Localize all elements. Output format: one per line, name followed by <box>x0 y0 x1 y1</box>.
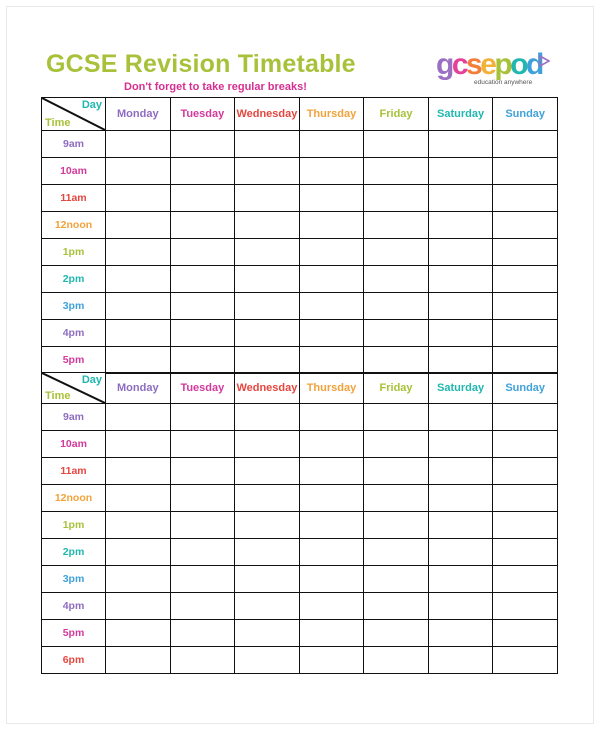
timetable-slot-cell[interactable] <box>428 266 493 293</box>
timetable-slot-cell[interactable] <box>364 239 429 266</box>
day-header-monday: Monday <box>106 373 171 404</box>
timetable-slot-cell[interactable] <box>299 620 364 647</box>
day-axis-label: Day <box>81 99 102 111</box>
logo-letter: e <box>480 48 495 81</box>
day-header-friday: Friday <box>364 98 429 131</box>
timetable-slot-cell[interactable] <box>299 185 364 212</box>
day-axis-label: Day <box>81 374 102 386</box>
timetable-slot-cell[interactable] <box>106 566 171 593</box>
timetable-slot-cell[interactable] <box>106 593 171 620</box>
timetable-slot-cell[interactable] <box>170 347 235 374</box>
day-header-wednesday: Wednesday <box>235 373 300 404</box>
timetable-slot-cell[interactable] <box>493 566 558 593</box>
timeslot-row <box>42 431 558 458</box>
time-label-cell: 9am <box>42 404 106 431</box>
timetable-slot-cell[interactable] <box>299 539 364 566</box>
timeslot-row <box>42 347 558 374</box>
timetable-slot-cell[interactable] <box>364 458 429 485</box>
timetable-slot-cell[interactable] <box>299 131 364 158</box>
timeslot-row <box>42 539 558 566</box>
timetable-slot-cell[interactable] <box>235 212 300 239</box>
logo-wordmark <box>436 48 542 82</box>
timetable-slot-cell[interactable] <box>106 620 171 647</box>
timetable-slot-cell[interactable] <box>493 158 558 185</box>
time-label-cell: 12noon <box>42 485 106 512</box>
timetable-slot-cell[interactable] <box>493 620 558 647</box>
timetable-slot-cell[interactable] <box>428 539 493 566</box>
timetable-slot-cell[interactable] <box>428 431 493 458</box>
timetable-slot-cell[interactable] <box>493 647 558 674</box>
timetable-slot-cell[interactable] <box>364 647 429 674</box>
timetable-slot-cell[interactable] <box>106 485 171 512</box>
timetable-slot-cell[interactable] <box>235 185 300 212</box>
timetable-slot-cell[interactable] <box>493 239 558 266</box>
timetable-slot-cell[interactable] <box>299 593 364 620</box>
time-label-cell: 10am <box>42 431 106 458</box>
time-label-cell: 5pm <box>42 347 106 374</box>
day-header-saturday: Saturday <box>428 373 493 404</box>
timeslot-row <box>42 512 558 539</box>
timetable-slot-cell[interactable] <box>428 212 493 239</box>
timetable-slot-cell[interactable] <box>364 347 429 374</box>
time-label-cell: 11am <box>42 185 106 212</box>
timetable-slot-cell[interactable] <box>235 593 300 620</box>
timetable-slot-cell[interactable] <box>235 131 300 158</box>
timetable-slot-cell[interactable] <box>170 458 235 485</box>
timetable-slot-cell[interactable] <box>170 266 235 293</box>
timeslot-row <box>42 485 558 512</box>
logo-letter: p <box>494 48 511 81</box>
timetable-slot-cell[interactable] <box>170 566 235 593</box>
timetable-slot-cell[interactable] <box>170 512 235 539</box>
timetable-slot-cell[interactable] <box>364 320 429 347</box>
timetable-slot-cell[interactable] <box>299 512 364 539</box>
timetable-slot-cell[interactable] <box>428 158 493 185</box>
day-time-corner-cell <box>42 98 106 131</box>
logo-letter: s <box>466 48 481 81</box>
timetable-slot-cell[interactable] <box>106 293 171 320</box>
page-subtitle: Don't forget to take regular breaks! <box>124 81 307 93</box>
timetable-slot-cell[interactable] <box>235 647 300 674</box>
day-header-thursday: Thursday <box>299 373 364 404</box>
timeslot-row <box>42 566 558 593</box>
timetable-slot-cell[interactable] <box>170 320 235 347</box>
timetable-slot-cell[interactable] <box>235 239 300 266</box>
timetable-slot-cell[interactable] <box>493 593 558 620</box>
timetable-slot-cell[interactable] <box>299 293 364 320</box>
timetable-slot-cell[interactable] <box>106 158 171 185</box>
timetable-slot-cell[interactable] <box>428 131 493 158</box>
timetable-slot-cell[interactable] <box>493 512 558 539</box>
timetable-slot-cell[interactable] <box>235 431 300 458</box>
timetable-slot-cell[interactable] <box>299 212 364 239</box>
time-label-cell: 1pm <box>42 239 106 266</box>
timetable-slot-cell[interactable] <box>170 131 235 158</box>
timetable-slot-cell[interactable] <box>106 347 171 374</box>
time-label-cell: 11am <box>42 458 106 485</box>
time-label-cell: 4pm <box>42 593 106 620</box>
timetable-slot-cell[interactable] <box>493 293 558 320</box>
timetable-slot-cell[interactable] <box>493 431 558 458</box>
timeslot-row <box>42 404 558 431</box>
timetable-slot-cell[interactable] <box>170 293 235 320</box>
timeslot-row <box>42 158 558 185</box>
day-header-sunday: Sunday <box>493 373 558 404</box>
timetable-slot-cell[interactable] <box>299 458 364 485</box>
time-label-cell: 4pm <box>42 320 106 347</box>
timetable-slot-cell[interactable] <box>170 239 235 266</box>
day-header-thursday: Thursday <box>299 98 364 131</box>
logo-letter: o <box>510 48 527 81</box>
timetable-slot-cell[interactable] <box>428 593 493 620</box>
timetable-slot-cell[interactable] <box>170 185 235 212</box>
day-time-corner-cell <box>42 373 106 404</box>
timetable-slot-cell[interactable] <box>364 185 429 212</box>
timetable-slot-cell[interactable] <box>428 647 493 674</box>
timetable-slot-cell[interactable] <box>299 320 364 347</box>
timetable-slot-cell[interactable] <box>364 539 429 566</box>
timeslot-row <box>42 185 558 212</box>
timeslot-row <box>42 266 558 293</box>
play-icon <box>538 55 550 67</box>
timetable-slot-cell[interactable] <box>299 239 364 266</box>
timetable-slot-cell[interactable] <box>364 566 429 593</box>
timetable-slot-cell[interactable] <box>106 320 171 347</box>
timetable-slot-cell[interactable] <box>364 431 429 458</box>
timetable-slot-cell[interactable] <box>235 620 300 647</box>
timetable-slot-cell[interactable] <box>428 239 493 266</box>
timetable-slot-cell[interactable] <box>364 485 429 512</box>
day-header-saturday: Saturday <box>428 98 493 131</box>
time-axis-label: Time <box>45 117 71 129</box>
timetable-slot-cell[interactable] <box>106 185 171 212</box>
timetable-slot-cell[interactable] <box>235 539 300 566</box>
timetable-slot-cell[interactable] <box>299 566 364 593</box>
timetable-slot-cell[interactable] <box>106 212 171 239</box>
timetable-slot-cell[interactable] <box>364 512 429 539</box>
timeslot-row <box>42 293 558 320</box>
timeslot-row <box>42 458 558 485</box>
timetable-slot-cell[interactable] <box>170 647 235 674</box>
timetable-slot-cell[interactable] <box>106 239 171 266</box>
timeslot-row <box>42 593 558 620</box>
day-header-friday: Friday <box>364 373 429 404</box>
logo-letter: g <box>436 48 452 81</box>
time-label-cell: 3pm <box>42 293 106 320</box>
time-label-cell: 1pm <box>42 512 106 539</box>
timetable-slot-cell[interactable] <box>428 320 493 347</box>
timetable-slot-cell[interactable] <box>428 566 493 593</box>
timetable-slot-cell[interactable] <box>428 620 493 647</box>
timetable-slot-cell[interactable] <box>493 266 558 293</box>
timetable-slot-cell[interactable] <box>106 431 171 458</box>
timetable-slot-cell[interactable] <box>364 158 429 185</box>
time-label-cell: 5pm <box>42 620 106 647</box>
time-label-cell: 12noon <box>42 212 106 239</box>
timetable-slot-cell[interactable] <box>235 158 300 185</box>
timetable-slot-cell[interactable] <box>493 185 558 212</box>
header-row <box>42 373 558 404</box>
timetable-slot-cell[interactable] <box>235 566 300 593</box>
timetable-slot-cell[interactable] <box>235 458 300 485</box>
timetable-slot-cell[interactable] <box>364 212 429 239</box>
logo-letter: c <box>451 48 467 81</box>
timetable-slot-cell[interactable] <box>106 266 171 293</box>
timetable-slot-cell[interactable] <box>299 431 364 458</box>
timetable-slot-cell[interactable] <box>428 347 493 374</box>
day-header-monday: Monday <box>106 98 171 131</box>
timetable-slot-cell[interactable] <box>493 347 558 374</box>
timeslot-row <box>42 131 558 158</box>
day-header-sunday: Sunday <box>493 98 558 131</box>
time-label-cell: 2pm <box>42 539 106 566</box>
time-axis-label: Time <box>45 390 71 402</box>
timetable-slot-cell[interactable] <box>299 266 364 293</box>
timetable-slot-cell[interactable] <box>170 620 235 647</box>
timetable-slot-cell[interactable] <box>235 404 300 431</box>
timetable-slot-cell[interactable] <box>170 485 235 512</box>
time-label-cell: 2pm <box>42 266 106 293</box>
logo-letter: d <box>526 48 542 81</box>
timetable-grid-1 <box>41 97 558 374</box>
time-label-cell: 3pm <box>42 566 106 593</box>
timetable-slot-cell[interactable] <box>170 404 235 431</box>
timetable-slot-cell[interactable] <box>364 266 429 293</box>
timetable-slot-cell[interactable] <box>428 512 493 539</box>
time-label-cell: 10am <box>42 158 106 185</box>
logo-tagline: education anywhere <box>474 79 533 86</box>
time-label-cell: 9am <box>42 131 106 158</box>
timetable-slot-cell[interactable] <box>170 212 235 239</box>
timeslot-row <box>42 239 558 266</box>
day-header-wednesday: Wednesday <box>235 98 300 131</box>
timetable-slot-cell[interactable] <box>493 131 558 158</box>
timetable-slot-cell[interactable] <box>428 293 493 320</box>
timetable-slot-cell[interactable] <box>235 293 300 320</box>
header-row <box>42 98 558 131</box>
timetable-slot-cell[interactable] <box>493 539 558 566</box>
timetable-slot-cell[interactable] <box>299 347 364 374</box>
timetable-slot-cell[interactable] <box>170 593 235 620</box>
timetable-slot-cell[interactable] <box>428 458 493 485</box>
timetable-slot-cell[interactable] <box>170 431 235 458</box>
time-label-cell: 6pm <box>42 647 106 674</box>
timetable-slot-cell[interactable] <box>235 485 300 512</box>
day-header-tuesday: Tuesday <box>170 373 235 404</box>
timetable-slot-cell[interactable] <box>428 185 493 212</box>
timeslot-row <box>42 320 558 347</box>
timetable-slot-cell[interactable] <box>299 485 364 512</box>
timetable-slot-cell[interactable] <box>493 320 558 347</box>
timetable-slot-cell[interactable] <box>106 647 171 674</box>
timetable-slot-cell[interactable] <box>299 158 364 185</box>
timetable-slot-cell[interactable] <box>364 131 429 158</box>
timetable-slot-cell[interactable] <box>299 647 364 674</box>
timetable-slot-cell[interactable] <box>364 404 429 431</box>
timetable-slot-cell[interactable] <box>428 404 493 431</box>
timetable-slot-cell[interactable] <box>364 620 429 647</box>
timetable-slot-cell[interactable] <box>106 512 171 539</box>
timetable-slot-cell[interactable] <box>106 539 171 566</box>
timetable-slot-cell[interactable] <box>106 131 171 158</box>
timetable-slot-cell[interactable] <box>235 266 300 293</box>
timetable-slot-cell[interactable] <box>493 212 558 239</box>
gcsepod-logo <box>436 48 556 92</box>
timeslot-row <box>42 212 558 239</box>
timetable-slot-cell[interactable] <box>235 512 300 539</box>
timetable-slot-cell[interactable] <box>493 404 558 431</box>
timeslot-row <box>42 620 558 647</box>
timetable-slot-cell[interactable] <box>364 293 429 320</box>
timetable-slot-cell[interactable] <box>170 539 235 566</box>
timetable-slot-cell[interactable] <box>106 458 171 485</box>
timetable-slot-cell[interactable] <box>428 485 493 512</box>
timetable-slot-cell[interactable] <box>235 320 300 347</box>
timetable-slot-cell[interactable] <box>170 158 235 185</box>
timetable-slot-cell[interactable] <box>235 347 300 374</box>
timetable-slot-cell[interactable] <box>493 485 558 512</box>
timetable-slot-cell[interactable] <box>106 404 171 431</box>
timeslot-row <box>42 647 558 674</box>
day-header-tuesday: Tuesday <box>170 98 235 131</box>
timetable-slot-cell[interactable] <box>299 404 364 431</box>
timetable-slot-cell[interactable] <box>493 458 558 485</box>
timetable-slot-cell[interactable] <box>364 593 429 620</box>
timetable-grid-2 <box>41 372 558 674</box>
page-title: GCSE Revision Timetable <box>46 50 356 78</box>
